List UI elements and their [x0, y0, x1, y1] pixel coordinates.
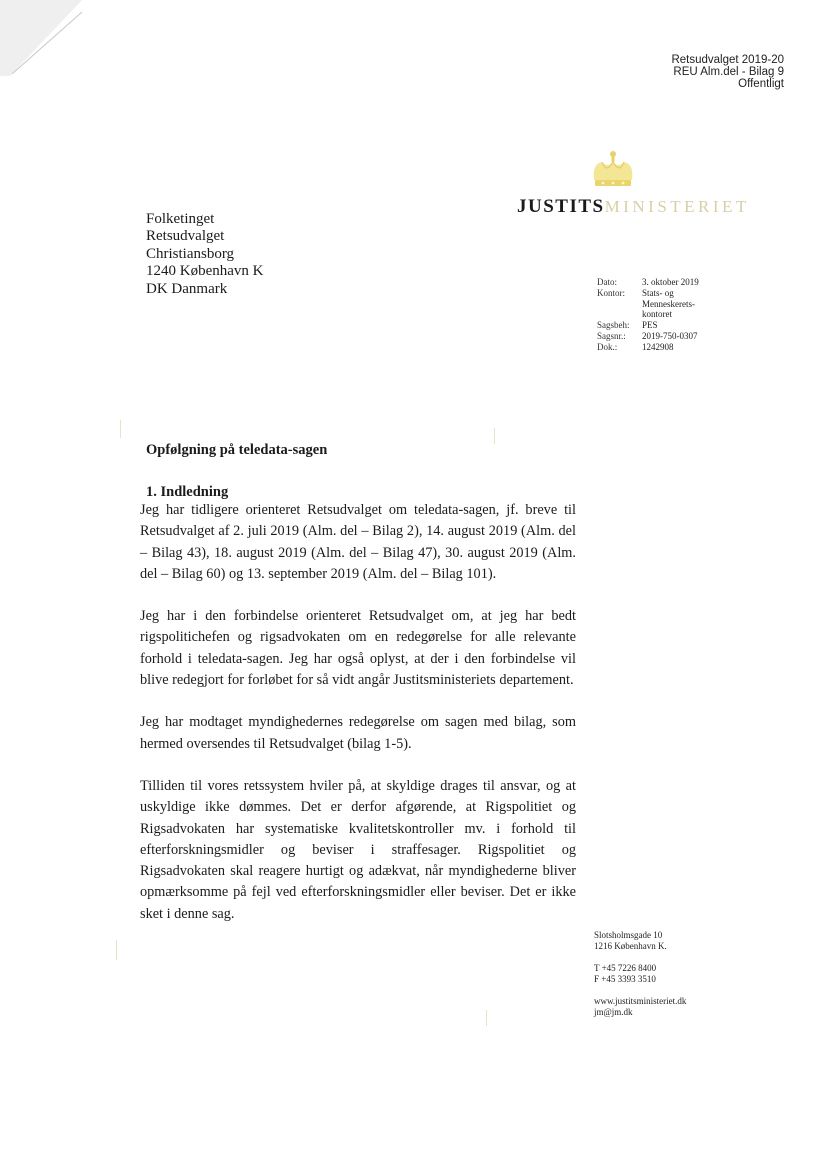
- crown-icon: [588, 150, 638, 192]
- meta-row-date: [597, 277, 722, 288]
- meta-value: 2019-750-0307: [642, 330, 698, 341]
- recipient-line: Christiansborg: [146, 245, 235, 262]
- logo-bold-text: JUSTITS: [517, 196, 605, 217]
- scan-mark: [486, 1010, 487, 1026]
- ministry-contact-footer: [594, 930, 686, 1018]
- stamp-line-1: Retsudvalget 2019-20: [671, 54, 784, 66]
- recipient-address: [146, 211, 263, 298]
- meta-row-document: [597, 342, 722, 353]
- footer-fax: F +45 3393 3510: [594, 974, 656, 984]
- meta-value: Stats- og Menneskerets-kontoret: [642, 287, 695, 320]
- footer-address-city: 1216 København K.: [594, 941, 667, 951]
- meta-value: 1242908: [642, 341, 674, 352]
- stamp-line-2: REU Alm.del - Bilag 9: [673, 66, 784, 78]
- folded-corner-mark: [0, 0, 90, 80]
- case-metadata: [597, 277, 722, 353]
- stamp-line-3: Offentligt: [738, 78, 784, 90]
- ministry-logo: [517, 196, 750, 218]
- recipient-line: 1240 København K: [146, 263, 264, 280]
- meta-key: Sagsbeh:: [597, 320, 630, 331]
- footer-email-link[interactable]: jm@jm.dk: [594, 1007, 633, 1017]
- footer-address-street: Slotsholmsgade 10: [594, 930, 663, 940]
- meta-row-case-number: [597, 331, 722, 342]
- section-heading: 1. Indledning: [146, 484, 229, 500]
- meta-key: Sagsnr.:: [597, 330, 626, 341]
- recipient-line: DK Danmark: [146, 280, 228, 297]
- paragraph: Jeg har modtaget myndighedernes redegørelse om sagen med bilag, som hermed oversendes til Retsudvalget (bilag 1-5).: [140, 714, 576, 752]
- logo-light-text: MINISTERIET: [604, 197, 750, 216]
- scan-mark: [116, 940, 117, 960]
- meta-row-office: [597, 288, 722, 320]
- paragraph: Jeg har i den forbindelse orienteret Retsudvalget om, at jeg har bedt rigspolitichefen og rigsadvokaten om en redegørelse for alle relevante forhold i teledata-sagen. Jeg har også oplyst, at der i den forbindelse vil blive redegjort for forløbet for så vidt angår Justitsministeriets departement.: [140, 608, 576, 689]
- meta-key: Dok.:: [597, 341, 618, 352]
- paragraph: Jeg har tidligere orienteret Retsudvalget om teledata-sagen, jf. breve til Retsudvalget af 2. juli 2019 (Alm. del – Bilag 2), 14. august 2019 (Alm. del – Bilag 43), 18. august 2019 (Alm. del – Bilag 47), 30. august 2019 (Alm. del – Bilag 60) og 13. september 2019 (Alm. del – Bilag 101).: [140, 502, 576, 582]
- meta-value: PES: [642, 320, 658, 331]
- meta-row-handler: [597, 320, 722, 331]
- scan-mark: [120, 420, 121, 438]
- letter-body: [140, 484, 576, 946]
- recipient-line: Folketinget: [146, 211, 215, 227]
- footer-phone: T +45 7226 8400: [594, 963, 657, 973]
- meta-key: Kontor:: [597, 287, 625, 298]
- meta-key: Dato:: [597, 277, 617, 287]
- document-stamp: [671, 54, 784, 90]
- recipient-line: Retsudvalget: [146, 228, 225, 245]
- letter-title: Opfølgning på teledata-sagen: [146, 442, 328, 458]
- paragraph: Tilliden til vores retssystem hviler på, at skyldige drages til ansvar, og at uskyldige ikke dømmes. Det er derfor afgørende, at Rigspolitiet og Rigsadvokaten har systematiske kvalitetskontroller mv. i forhold til efterforskningsmidler og beviser i straffesager. Rigspolitiet og Rigsadvokaten skal reagere hurtigt og adækvat, når myndighederne bliver opmærksomme på fejl ved efterforskningsmidler eller beviser. Det er ikke sket i denne sag.: [140, 777, 576, 922]
- meta-value: 3. oktober 2019: [642, 277, 699, 287]
- scan-mark: [494, 428, 495, 444]
- footer-website-link[interactable]: www.justitsministeriet.dk: [594, 996, 687, 1006]
